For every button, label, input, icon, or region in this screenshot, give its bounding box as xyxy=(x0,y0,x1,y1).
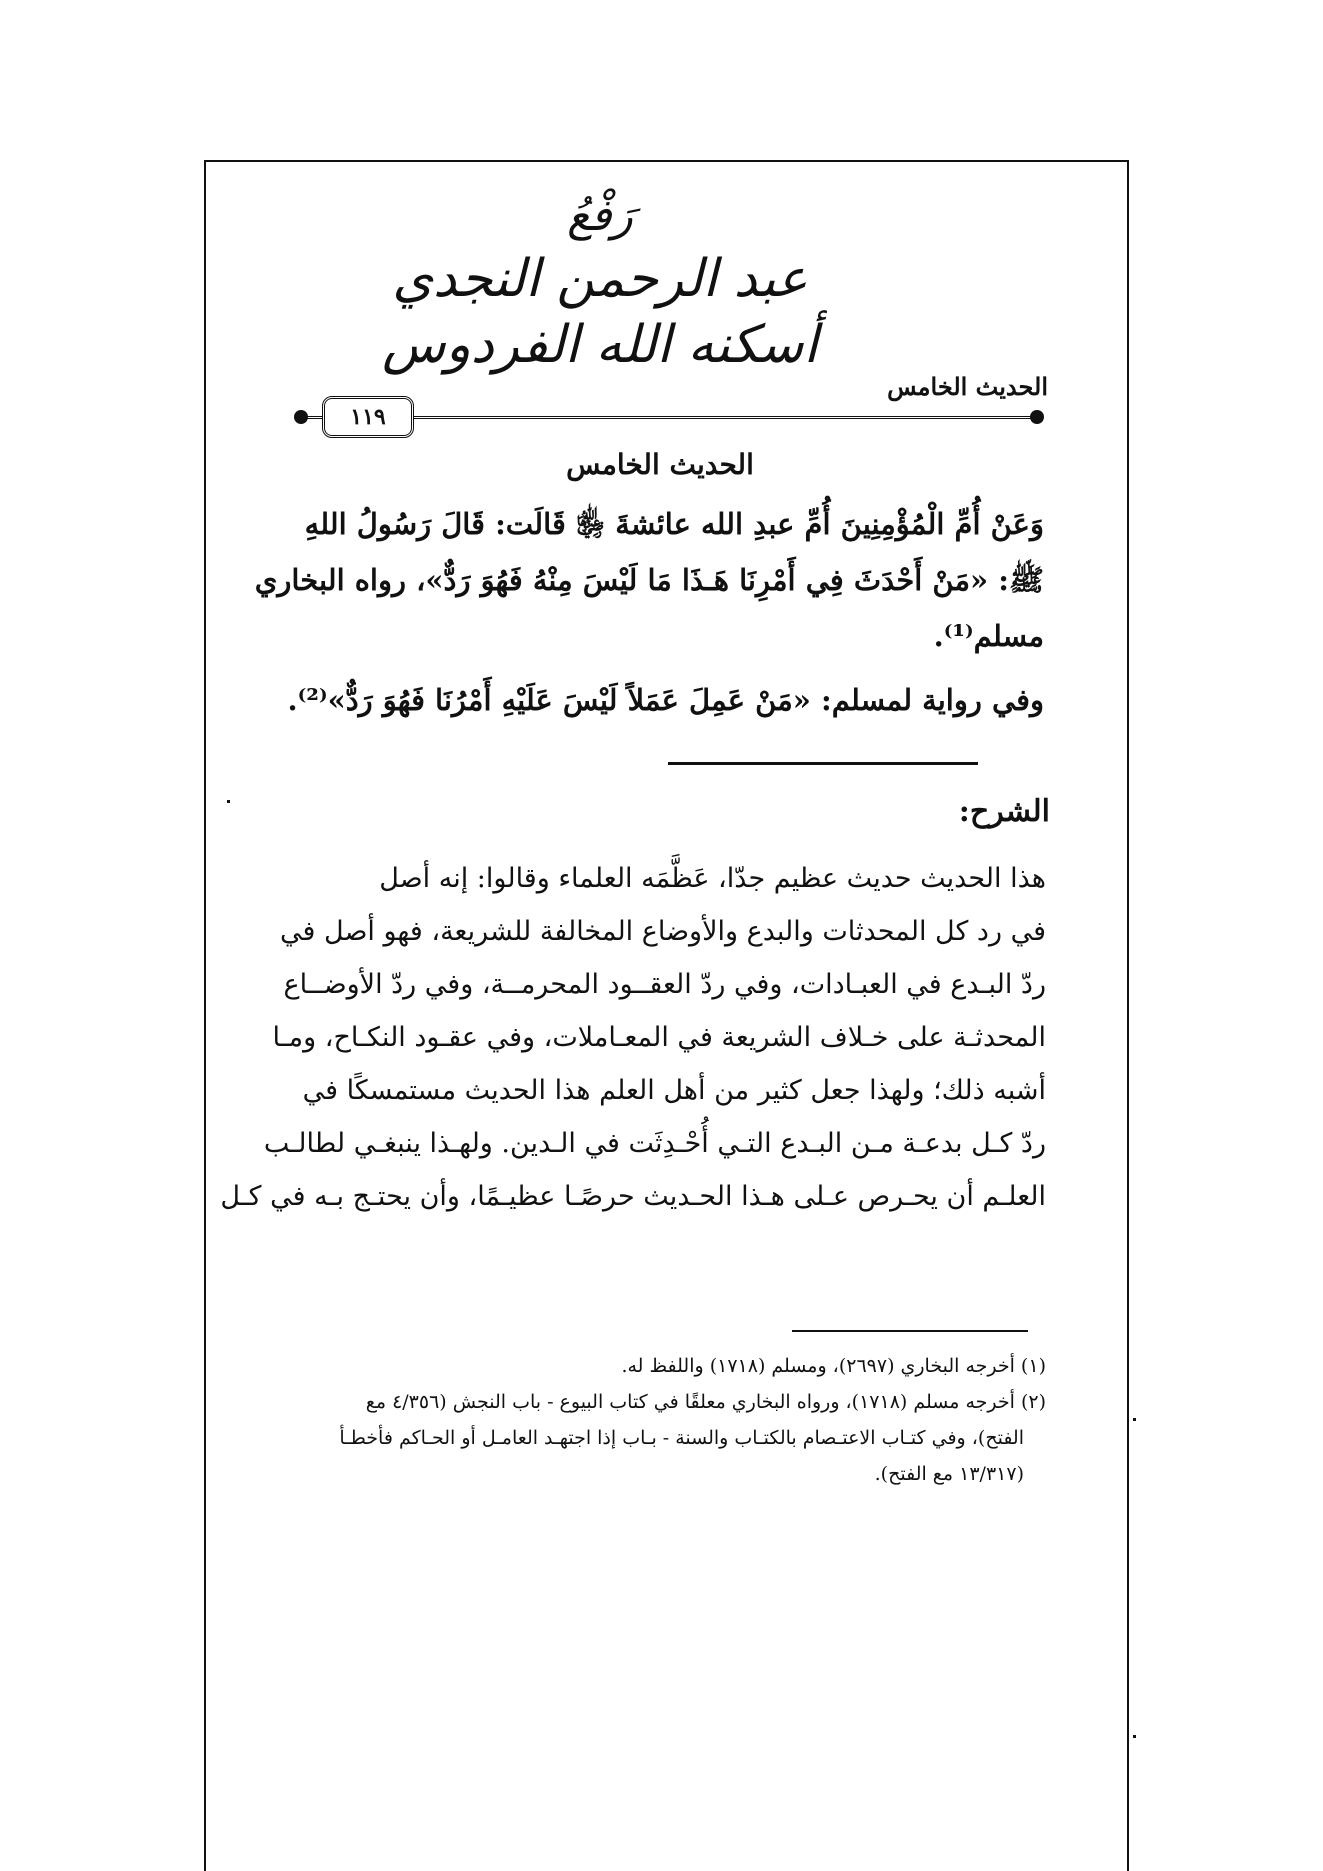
sharh-line-2: في رد كل المحدثات والبدع والأوضاع المخالفة للشريعة، فهو أصل في xyxy=(280,916,1046,947)
rule-end-dot-left xyxy=(294,410,308,424)
scan-speck-left xyxy=(227,800,230,803)
hadith-heading: الحديث الخامس xyxy=(566,448,754,481)
footnote-2: (٢) أخرجه مسلم (١٧١٨)، ورواه البخاري معلقًا في كتاب البيوع - باب النجش (٤/٣٥٦ مع xyxy=(365,1391,1046,1413)
page-frame-top xyxy=(204,160,1129,162)
stamp-line-2: عبد الرحمن النجدي xyxy=(392,249,808,309)
scan-speck-right xyxy=(1133,1418,1136,1421)
sharh-line-3: ردّ البـدع في العبـادات، وفي ردّ العقــود المحرمــة، وفي ردّ الأوضــاع xyxy=(283,969,1046,1000)
sharh-title: الشرح: xyxy=(958,794,1050,829)
scan-speck-right-lower xyxy=(1133,1735,1136,1738)
sharh-line-4: المحدثـة على خـلاف الشريعة في المعـاملات، وفي عقـود النكـاح، ومـا xyxy=(272,1022,1046,1053)
hadith-riwaya: وفي رواية لمسلم: «مَنْ عَمِلَ عَمَلاً لَيْسَ عَلَيْهِ أَمْرُنَا فَهُوَ رَدٌّ»⁽²⁾. xyxy=(287,683,1044,717)
stamp-line-3: أسكنه الله الفردوس xyxy=(382,315,818,375)
footnote-rule xyxy=(792,1330,1028,1332)
sharh-body xyxy=(220,852,1046,1223)
page-frame-left xyxy=(204,160,206,1871)
footnotes xyxy=(294,1348,1046,1492)
sharh-line-7: العلـم أن يحـرص عـلى هـذا الحـديث حرصًـا عظيـمًا، وأن يحتـج بـه في كـل xyxy=(220,1181,1046,1212)
sharh-line-6: ردّ كـل بدعـة مـن البـدع التـي أُحْـدِثَت في الـدين. ولهـذا ينبغـي لطالـب xyxy=(263,1128,1046,1159)
page-number: ١١٩ xyxy=(322,396,414,438)
footnote-2-cont-2: (١٣/٣١٧ مع الفتح). xyxy=(874,1463,1024,1485)
hadith-line-3: مسلم⁽¹⁾. xyxy=(933,619,1044,653)
footnote-1: (١) أخرجه البخاري (٢٦٩٧)، ومسلم (١٧١٨) واللفظ له. xyxy=(621,1355,1046,1377)
rule-end-dot-right xyxy=(1030,410,1044,424)
hadith-line-1: وَعَنْ أُمِّ الْمُؤْمِنِينَ أُمِّ عبدِ الله عائشةَ ﵂ قَالَت: قَالَ رَسُولُ اللهِ xyxy=(304,507,1044,541)
sharh-line-5: أشبه ذلك؛ ولهذا جعل كثير من أهل العلم هذا الحديث مستمسكًا في xyxy=(302,1075,1046,1106)
hadith-line-2: ﷺ: «مَنْ أَحْدَثَ فِي أَمْرِنَا هَـذَا مَا لَيْسَ مِنْهُ فَهُوَ رَدٌّ»، رواه البخاري xyxy=(254,563,1044,597)
hadith-text xyxy=(254,496,1044,728)
stamp-line-1: رَفْعُ xyxy=(567,190,633,241)
footnote-2-cont-1: الفتح)، وفي كتـاب الاعتـصام بالكتـاب والسنة - بـاب إذا اجتهـد العامـل أو الحـاكم فأخطـأ xyxy=(339,1427,1024,1449)
running-title: الحديث الخامس xyxy=(887,372,1048,401)
page-frame-right xyxy=(1127,160,1129,1871)
section-separator xyxy=(668,762,978,765)
sharh-line-1: هذا الحديث حديث عظيم جدّا، عَظَّمَه العلماء وقالوا: إنه أصل xyxy=(379,863,1046,894)
ownership-stamp xyxy=(380,186,820,378)
